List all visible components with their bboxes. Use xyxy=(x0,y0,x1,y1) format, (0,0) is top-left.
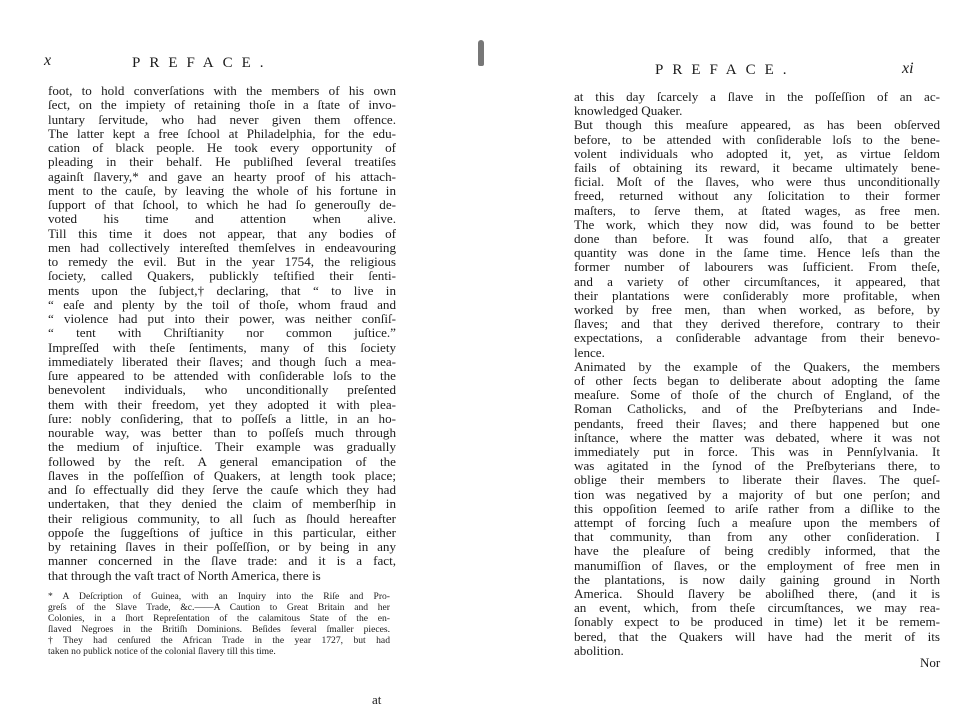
right-line-6: fails of obtaining its reward, it became ultimately bene- xyxy=(574,160,940,175)
right-line-29: tion was negatived by a majority of but one perſon; and xyxy=(574,486,940,502)
left-line-12: men had collectively intereſted themſelves in endeavouring xyxy=(48,239,396,255)
left-line-20: immediately liberated their ſlaves; and though ſuch a mea- xyxy=(48,353,396,369)
left-line-5: cation of black people. He took every opportunity of xyxy=(48,140,396,155)
right-line-38: ſonably expect to be produced in time) let it be remem- xyxy=(574,614,940,630)
footnote-line-4: ſlaved Negroes in the Britiſh Dominions. Beſides ſeveral ſmaller pieces. xyxy=(48,624,390,635)
right-line-32: that community, than from any other conſideration. I xyxy=(574,529,940,545)
right-line-18: expectations, a conſiderable advantage from their benevo- xyxy=(574,330,940,346)
left-line-31: their religious community, to all ſuch as ſhould hereafter xyxy=(48,510,396,526)
footnote-line-6: taken no publick notice of the colonial ſlavery till this time. xyxy=(48,646,276,657)
left-catchword: at xyxy=(372,692,382,707)
left-line-21: ſure appeared to be attended with conſiderable loſs to the xyxy=(48,368,396,383)
footnote-line-1: * A Deſcription of Guinea, with an Inquiry into the Riſe and Pro- xyxy=(48,591,390,602)
right-line-31: attempt of forcing ſuch a meaſure upon the members of xyxy=(574,515,940,530)
left-line-1: foot, to hold converſations with the members of his own xyxy=(48,83,396,98)
left-line-8: ment to the cauſe, by leaving the whole of his fortune in xyxy=(48,182,396,198)
right-line-36: America. Should ſlavery be aboliſhed there, (and it is xyxy=(574,586,940,601)
right-line-17: ſlaves; and that they derived therefore, contrary to their xyxy=(574,316,940,332)
right-line-4: before, to be attended with conſiderable loſs to the bene- xyxy=(574,131,940,147)
left-line-29: and ſo effectually did they ſerve the cauſe which they had xyxy=(48,482,396,497)
right-line-12: quantity was done in the ſame time. Hence leſs than the xyxy=(574,245,940,261)
left-line-6: pleading in their behalf. He publiſhed ſeveral treatiſes xyxy=(48,154,396,170)
left-line-9: ſupport of that ſchool, to which he had ſo generouſly de- xyxy=(48,197,396,212)
left-line-4: The latter kept a free ſchool at Philadelphia, for the edu- xyxy=(48,125,396,141)
left-running-head: PREFACE. xyxy=(132,55,273,71)
footnote-line-3: Colonies, in a ſhort Repreſentation of the calamitous State of the en- xyxy=(48,613,390,624)
left-line-23: them with their freedom, yet they adopted it with plea- xyxy=(48,396,396,412)
right-running-head: PREFACE. xyxy=(655,62,796,78)
right-line-7: ficial. Moſt of the ſlaves, who were thus unconditionally xyxy=(574,174,940,190)
left-line-27: followed by the reſt. A general emancipation of the xyxy=(48,453,396,469)
left-line-33: by retaining ſlaves in their poſſeſſion, or by being in any xyxy=(48,539,396,554)
left-line-14: ſociety, called Quakers, publickly teſtified their ſenti- xyxy=(48,268,396,284)
right-line-21: of other ſects began to deliberate about adopting the ſame xyxy=(574,373,940,388)
right-line-15: their plantations were conſiderably more profitable, when xyxy=(574,287,940,303)
right-catchword: Nor xyxy=(920,655,941,670)
right-line-34: manumiſſion of ſlaves, or the employment of free men in xyxy=(574,557,940,573)
right-line-30: this oppoſition ſeemed to ariſe rather from a diſlike to the xyxy=(574,500,940,516)
left-line-13: to remedy the evil. But in the year 1754, the religious xyxy=(48,254,396,269)
right-line-22: meaſure. Some of thoſe of the church of England, of the xyxy=(574,387,940,403)
right-line-13: former number of labourers was ſufficient. From theſe, xyxy=(574,259,940,275)
right-line-10: The work, which they now did, was found to be better xyxy=(574,216,940,232)
left-line-18: “ tent with Chriſtianity nor common juſtice.” xyxy=(48,325,396,341)
right-line-23: Roman Catholicks, and of the Preſbyterians and Inde- xyxy=(574,401,940,417)
left-line-11: Till this time it does not appear, that any bodies of xyxy=(48,225,396,241)
left-line-2: ſect, on the impiety of retaining thoſe in a ſtate of invo- xyxy=(48,97,396,113)
left-page-number: x xyxy=(44,52,52,69)
footnote-line-5: † They had cenſured the African Trade in the year 1727, but had xyxy=(48,635,390,646)
right-line-25: inſtance, where the matter was debated, where it was not xyxy=(574,429,940,445)
right-line-9: maſters, to ſerve them, at ſtated wages, as free men. xyxy=(574,202,940,218)
right-line-2: knowledged Quaker. xyxy=(574,103,683,119)
right-line-8: freed, returned without any ſolicitation to their former xyxy=(574,188,940,204)
right-line-33: have the pleaſure of being credibly informed, that the xyxy=(574,543,940,559)
left-line-28: ſlaves in the poſſeſſion of Quakers, at length took place; xyxy=(48,467,396,483)
left-line-25: nourable way, was better than to poſſeſs much through xyxy=(48,425,396,440)
left-line-35: that through the vaſt tract of North America, there is xyxy=(48,567,321,583)
right-line-19: lence. xyxy=(574,344,605,360)
right-line-5: volent individuals who adopted it, yet, as virtue ſeldom xyxy=(574,145,940,161)
left-line-30: undertaken, that they denied the claim of memberſhip in xyxy=(48,496,396,512)
right-line-16: worked by free men, than when worked, as before, by xyxy=(574,302,940,317)
footnote-line-2: greſs of the Slave Trade, &c.——A Caution to Great Britain and her xyxy=(48,602,390,613)
right-line-3: But though this meaſure appeared, as has been obſerved xyxy=(574,117,940,133)
left-line-10: voted his time and attention when alive. xyxy=(48,211,396,227)
right-line-37: an event, which, from theſe circumſtances, we may rea- xyxy=(574,600,940,616)
right-page xyxy=(490,0,980,710)
left-line-15: ments upon the ſubject,† declaring, that “ to live in xyxy=(48,282,396,298)
left-line-3: luntary ſervitude, who had never given them offence. xyxy=(48,111,396,127)
right-line-27: was agitated in the ſynod of the Preſbyterians there, to xyxy=(574,458,940,474)
left-line-16: “ eaſe and plenty by the toil of thoſe, whom fraud and xyxy=(48,296,396,312)
left-line-7: againſt ſlavery,* and gave an hearty proof of his attach- xyxy=(48,168,396,184)
right-line-35: the plantations, is now daily gaining ground in North xyxy=(574,571,940,587)
left-line-22: benevolent individuals, who unconditionally preſented xyxy=(48,382,396,398)
left-line-19: Impreſſed with theſe ſentiments, many of this ſociety xyxy=(48,339,396,355)
right-line-14: and a variety of other circumſtances, it appeared, that xyxy=(574,273,940,289)
right-line-1: at this day ſcarcely a ſlave in the poſſeſſion of an ac- xyxy=(574,89,940,104)
right-line-40: abolition. xyxy=(574,642,624,658)
left-line-17: “ violence had put into their power, was neither conſiſ- xyxy=(48,311,396,326)
left-line-32: oppoſe the ſuggeſtions of juſtice in this particular, either xyxy=(48,524,396,540)
right-line-24: pendants, freed their ſlaves; and there happened but one xyxy=(574,415,940,431)
left-line-26: the medium of injuſtice. Their example was gradually xyxy=(48,439,396,455)
right-line-26: immediately put in force. This was in Pennſylvania. It xyxy=(574,444,940,459)
right-page-number: xi xyxy=(902,60,914,77)
right-line-20: Animated by the example of the Quakers, the members xyxy=(574,358,940,374)
right-line-39: bered, that the Quakers will have had the merit of its xyxy=(574,628,940,644)
right-line-28: oblige their members to liberate their ſlaves. The queſ- xyxy=(574,472,940,488)
left-line-34: manner concerned in the ſlave trade: and it is a fact, xyxy=(48,553,396,569)
left-line-24: ſure: nobly conſidering, that to poſſeſs a little, in an ho- xyxy=(48,410,396,426)
right-line-11: done than before. It was found alſo, that a greater xyxy=(574,231,940,246)
